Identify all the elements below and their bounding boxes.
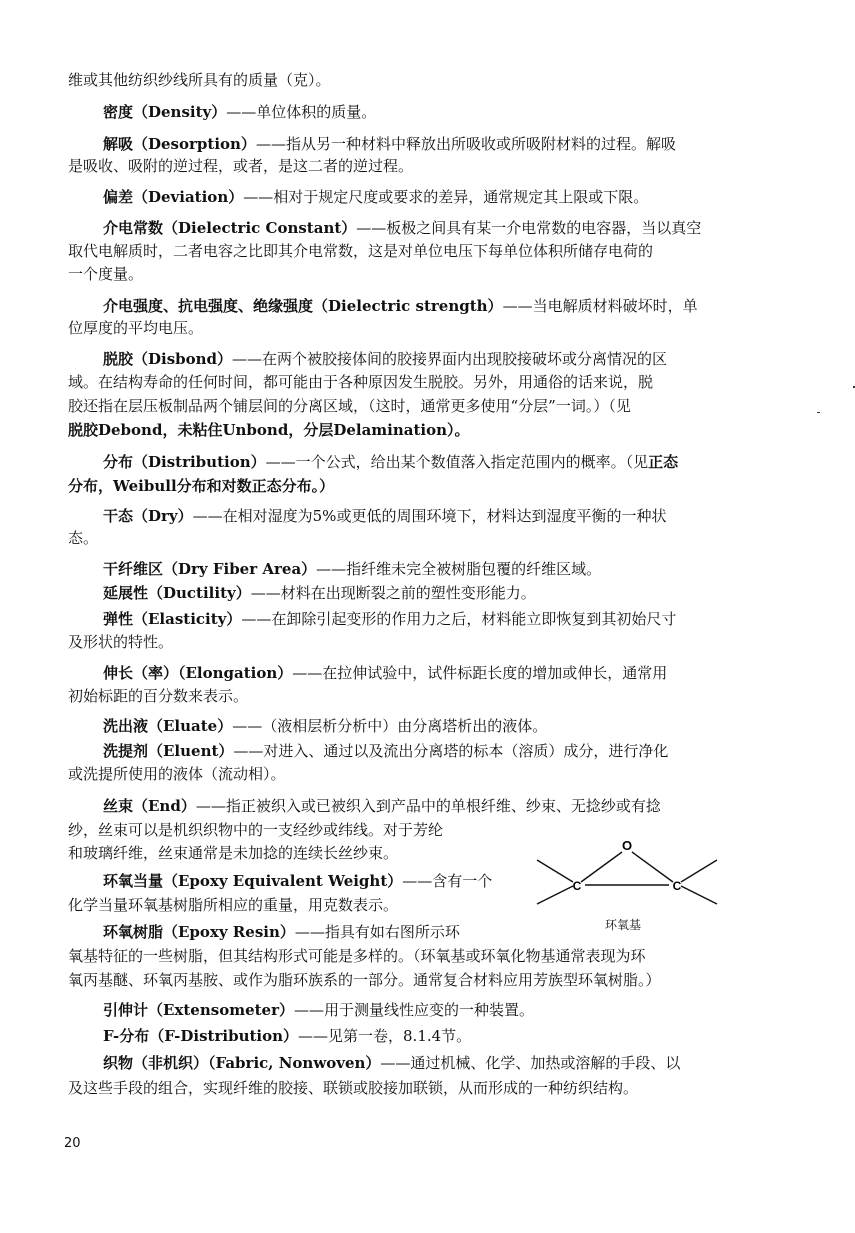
text-line [103,1053,680,1073]
text-line [103,134,676,154]
term-heading: 密度（Density） [103,103,227,121]
definition-text: ——材料在出现断裂之前的塑性变形能力。 [250,584,536,602]
epoxy-group-diagram [525,832,735,912]
term-heading: 介电强度、抗电强度、绝缘强度（Dielectric strength） [103,297,503,315]
term-heading: 丝束（End） [103,797,196,815]
term-heading: 干纤维区（Dry Fiber Area） [103,560,317,578]
text-line [68,895,398,915]
definition-text: ——见第一卷，8.1.4节。 [298,1027,472,1045]
text-line [103,609,676,629]
term-heading: 脱胶Debond，未粘住Unbond，分层Delamination）。 [68,421,470,439]
term-heading: 洗出液（Eluate） [103,717,233,735]
definition-text: 及这些手段的组合，实现纤维的胶接、联锁或胶接加联锁，从而形成的一种纺织结构。 [68,1079,639,1097]
definition-text: ——指从另一种材料中释放出所吸收或所吸附材料的过程。解吸 [255,135,676,153]
definition-text: ——指纤维未完全被树脂包覆的纤维区域。 [316,560,602,578]
text-line [68,156,413,176]
definition-text: ——在相对湿度为5%或更低的周围环境下，材料达到湿度平衡的一种状 [192,507,667,525]
definition-text: ——指具有如右图所示环 [294,923,460,941]
text-line [68,970,661,990]
term-heading: 脱胶（Disbond） [103,350,233,368]
term-heading: 弹性（Elasticity） [103,610,242,628]
text-line [68,1078,638,1098]
bond-c1-o [581,852,622,882]
definition-text: ——当电解质材料破坏时，单 [502,297,698,315]
definition-text: 氧丙基醚、环氧丙基胺、或作为脂环族系的一部分。通常复合材料应用芳族型环氧树脂。） [68,971,661,989]
text-line [68,70,331,90]
definition-text: 位厚度的平均电压。 [68,319,204,337]
definition-text: ——单位体积的质量。 [226,103,377,121]
scan-speck [817,412,820,413]
text-line [103,102,376,122]
atom-c1-label: C [572,879,582,893]
definition-text: 取代电解质时，二者电容之比即其介电常数，这是对单位电压下每单位体积所储存电荷的 [68,242,654,260]
text-line [103,349,667,369]
term-heading: 环氧当量（Epoxy Equivalent Weight） [103,872,403,890]
text-line [103,1000,534,1020]
definition-text: ——用于测量线性应变的一种装置。 [294,1001,535,1019]
text-line [103,506,666,526]
definition-text: ——含有一个 [402,872,493,890]
definition-text: 初始标距的百分数来表示。 [68,687,249,705]
definition-text: 氧基特征的一些树脂，但其结构形式可能是多样的。（环氧基或环氧化物基通常表现为环 [68,947,646,965]
text-line [103,187,648,207]
definition-text: 纱，丝束可以是机织织物中的一支经纱或纬线。对于芳纶 [68,821,444,839]
bond-o-c2 [632,852,673,882]
definition-text: ——指正被织入或已被织入到产品中的单根纤维、纱束、无捻纱或有捻 [195,797,661,815]
definition-text: ——在卸除引起变形的作用力之后，材料能立即恢复到其初始尺寸 [241,610,677,628]
term-heading: 介电常数（Dielectric Constant） [103,219,357,237]
text-line [68,764,286,784]
text-line [68,686,248,706]
term-heading: 正态 [648,453,679,471]
definition-text: 维或其他纺织纱线所具有的质量（克）。 [68,71,331,89]
definition-text: ——一个公式，给出某个数值落入指定范围内的概率。（见 [265,453,649,471]
text-line [68,820,443,840]
term-heading: 延展性（Ductility） [103,584,251,602]
definition-text: ——对进入、通过以及流出分离塔的标本（溶质）成分，进行净化 [233,742,669,760]
definition-text: ——（液相层析分析中）由分离塔析出的液体。 [232,717,548,735]
term-heading: 解吸（Desorption） [103,135,256,153]
text-line [103,218,701,238]
bond-left-upper [537,860,573,882]
text-line [103,559,601,579]
term-heading: F-分布（F-Distribution） [103,1027,299,1045]
text-line [68,946,646,966]
term-heading: 分布，Weibull分布和对数正态分布。） [68,477,335,495]
text-line [68,420,470,440]
definition-text: 及形状的特性。 [68,633,174,651]
bond-right-lower [681,886,717,904]
term-heading: 环氧树脂（Epoxy Resin） [103,923,295,941]
text-line [68,632,173,652]
text-line [103,452,678,472]
definition-text: 胶还指在层压板制品两个铺层间的分离区域，（这时，通常更多使用“分层”一词。）（见 [68,397,631,415]
bond-left-lower [537,886,573,904]
definition-text: 或洗提所使用的液体（流动相）。 [68,765,286,783]
definition-text: 化学当量环氧基树脂所相应的重量，用克数表示。 [68,896,399,914]
term-heading: 织物（非机织）（Fabric, Nonwoven） [103,1054,381,1072]
text-line [68,528,98,548]
term-heading: 引伸计（Extensometer） [103,1001,294,1019]
term-heading: 洗提剂（Eluent） [103,742,234,760]
text-line [68,241,653,261]
text-line [103,796,661,816]
text-line [68,264,143,284]
text-line [103,871,492,891]
text-line [103,1026,471,1046]
text-line [103,741,668,761]
text-line [103,583,536,603]
definition-text: 一个度量。 [68,265,144,283]
definition-text: 域。在结构寿命的任何时间，都可能由于各种原因发生脱胶。另外，用通俗的话来说，脱 [68,373,654,391]
text-line [68,372,653,392]
text-line [68,396,631,416]
definition-text: ——在拉伸试验中，试件标距长度的增加或伸长，通常用 [292,664,668,682]
text-line [103,922,460,942]
page-number: 20 [64,1136,81,1151]
term-heading: 偏差（Deviation） [103,188,244,206]
bond-right-upper [681,860,717,882]
text-line [68,476,334,496]
definition-text: 和玻璃纤维，丝束通常是未加捻的连续长丝纱束。 [68,844,399,862]
definition-text: ——在两个被胶接体间的胶接界面内出现胶接破坏或分离情况的区 [232,350,668,368]
definition-text: ——通过机械、化学、加热或溶解的手段、以 [380,1054,681,1072]
text-line [103,716,547,736]
term-heading: 干态（Dry） [103,507,193,525]
text-line [68,318,203,338]
definition-text: ——板极之间具有某一介电常数的电容器，当以真空 [356,219,702,237]
text-line [103,296,698,316]
term-heading: 分布（Distribution） [103,453,266,471]
text-line [68,843,398,863]
definition-text: 态。 [68,529,99,547]
figure-caption: 环氧基 [605,918,642,932]
term-heading: 伸长（率）（Elongation） [103,664,293,682]
definition-text: 是吸收、吸附的逆过程，或者，是这二者的逆过程。 [68,157,414,175]
definition-text: ——相对于规定尺度或要求的差异，通常规定其上限或下限。 [243,188,649,206]
atom-c2-label: C [672,879,682,893]
text-line [103,663,667,683]
atom-o-label: O [621,838,633,853]
